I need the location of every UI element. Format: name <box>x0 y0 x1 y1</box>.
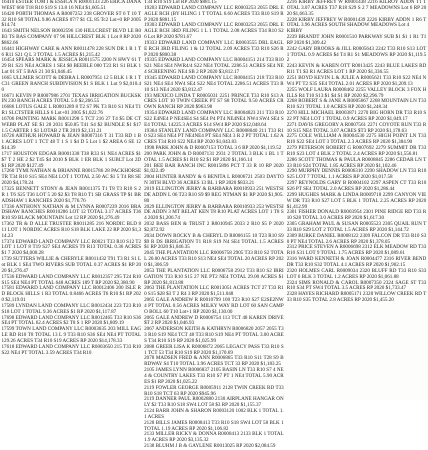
listing-entry: 201 BEE BAR RANCH INC R0015896 PCT T 33 R 10 RP 2020 $1,022.49 <box>144 162 284 175</box>
listing-entry: 2133 MILLER RICKY & DONNA R0008413 2133 BLK 1 TOTAL 1.9 ACRES RP 2020 $3,135.32 <box>144 431 284 444</box>
listing-entry: 2216 KIRBY JEFFREY W R0001438 2216 KILROY ADDN T1 TOTAL 3.07 ACRES T37 R18 S29 S 2 7 MEADOWNS Lot 6 RP 2020 $1,663.35 <box>286 0 427 17</box>
listing-entry: 2290 MURPHY DENNIS R0006310 2290 SHADOW LN T33 R10 S25 LOT 7 TOTAL 1.1 ACRES RP 2020 $1,017.58 <box>286 168 427 181</box>
column-3 <box>285 0 428 400</box>
listing-entry: 2297 REYNOLDS GARY B R0004102 2297 ASPEN CT T33 R10 S26 PT SE4 TOTAL 2.0 ACRES RP 2020 $1,286.44 <box>286 180 427 192</box>
listing-entry: 2268 ROBERT S & JANE A R0005667 2268 MOUNTAIN LN T33 R10 S21 TOTAL 1.0 ACRES RP 2020 $1,248.34 <box>286 98 427 111</box>
listing-entry: 16441 HIGHWAY CARE & ANN R0011478 228 SUN DR 1 R 1 T6 R11 S21 Q L 3 TOTAL 1.5 ACRES $1,215.42 <box>1 45 142 58</box>
listing-entry: 193 MEXICO LINDA T R0005031 2251 PRINCE T33 R10 S13 ACRES LOT 10 TWIN CREEK PT S7 S8 TOTAL 9.50 ACRES CROWN RANCH RP 2020 $963.98 <box>144 92 284 111</box>
listing-entry: 2305 GRAHAM PAUL & SUSAN R0005523 2305 QUAIL RUN T33 R10 S29 LOT 2 TOTAL 1.5 ACRES RP 2020 $1,144.72 <box>286 221 427 233</box>
listing-entry: 2105 JAMES LYNN R0006837 2105 BASIN LN T33 R10 S7 4 NE4 & COUNTRY LAKES T33 R10 S7 PT 1 NE4 TOTAL 5.90 ACRES $1 RP 2020 $1,025.22 <box>144 367 284 385</box>
listing-entry: 2019 ELLINGTON JERRY & BARBARA R0010933 251 WESTSIDE ADDN L 06 T23 R10 S9 $9 REG NTMAN $1 RP 2020 $1,905.80 <box>144 186 284 204</box>
listing-entry: 1665 ULLMER SCOTT & DEBRA L R0007951 12 5 BLK 1 R 1 TC31 GREEN RANCH SUBDIVISION $1 S BLK 1 Lot 9 $2,010.40 <box>1 74 142 93</box>
listing-entry: 17260 TYMI NATHAN & BRIANNE R0015786 28 PACKHORSE TR T34 R10 S15 SE4 NE4 LOT 1 TOTAL 2.50 AC $1 5 T4 R8 SE 2020 $4,178.24 <box>1 168 142 187</box>
listing-entry: 2312 PRICE STEVEN A R0006698 2312 ELK MEADOW RD T33 R10 S31 LOT 9 TOTAL 1.75 ACRES RP 2020 $1,089.61 <box>286 244 427 257</box>
listing-entry: 200 PARK JOHN & D R0007131 2931 2 TOTAL 3 BLK 1 BL 1 TOTAL 1.5 ACRES $1 R10 S2 $1 RP 2020 $1,166.14 <box>144 150 284 163</box>
column-1 <box>0 0 143 400</box>
listing-entry: 2045 THE PLANTATION LLC R0006758 2905 T33 R10 S2 TOTAL 20.00 ACRES T33 R10 S13 NE4 SE4 TOTAL 20 ACRES RP 2020 $1,306.59 <box>144 250 284 268</box>
listing-entry: 2239 BRANDT JOHN R0001510 PARKWAY SUB $1 $1 1 R1 T1 RP 2020 $1,309.42 <box>286 34 427 46</box>
listing-entry: 2270 HILL MICHAEL R0003871 2270 BIG HORN DR T33 R10 S22 PT NE4 LOT 1 TOTAL 0.9 ACRES RP 2020 $1,049.17 <box>286 110 427 122</box>
listing-entry: 2088 GREER LISA K R0006872 2065 LEGACY PASS T33 R10 S1 TCT 53 T34 R10 S19 RP 2020 $1,170.69 <box>144 343 284 356</box>
listing-entry: 2279 PETERSON ROBERT G R0007692 2279 SUMMIT DR T33 R10 S23 LOT 4 BLK 2 TOTAL 2.4 ACRES RP 2020 $1,556.81 <box>286 145 427 157</box>
listing-entry: 2316 WARD KENNETH & JOAN R0004477 2316 RIVER BEND DR T33 R10 S32 TOTAL 4.1 ACRES RP 2020 $1,902.15 <box>286 256 427 268</box>
listing-entry: 2067 ANDERSON KEITH & KATHRYN R0006820 2057 2055 T33 R10 S19 NE4 TCT 48 T33 R10 S19 NE4 PT TOTAL 3.00 ACRES T34 R10 S19 RP 2020 $1,025.99 <box>144 326 284 344</box>
listing-entry: 2034 DOWN ROCKY B & CHERYL D R0006155 10 T23 R10 S9 $9 R DS IRRIGATION T1 R18 S19 N4 SE4 TOTAL 1.5 ACRES $1 RP 2020 $1,046.35 <box>144 232 284 251</box>
listing-entry: 2004 HUNTER RANDY & 6 BENITA L R0006721 2503 DAYTON 30TH BLVD 36 ACRES 13 BL 1 RP 2020 $833.21 <box>144 174 284 187</box>
listing-entry: 17589 LYNDAN LAND COMPANY LLC R0012434 223 T23 R10 S18 LOT 1 TOTAL 9.36 ACRES $1 RP 2020 $1,117.87 <box>1 302 142 315</box>
listing-entry: 1998 PARK JOHN & D R0007153 TOTAL 3 6 RP 2020 $1,119.52 <box>144 145 282 152</box>
listing-entry: 2032 BASS BEN & TRUST 2 R0010945 2033 2 R10 S5 P 2020 $2,872.92 <box>144 221 284 233</box>
listing-entry: 1739 SUTTERS WILLIE & CHERYLE R0011432 T91 T3 R1 S1 Lot BLK 1 SE4 TWO RIVERS SUB TOTAL 0.37 ACRES $1 RP 2020 $1,276.47 <box>1 256 142 274</box>
listing-entry: 17599 TOWN LAND COMPANY LLC R0003635 203 MILL EAGLE RD R10 T8 TOTAL 13 L 9 T33 R10 S36 SE4 NE4 PT TOTAL 129.26 ACRES T34 R10 S19 ACRES RP 2020 $14,178.33 <box>1 326 142 344</box>
column-2 <box>143 0 286 450</box>
listing-entry: 2119 FOWLER GEORGE R0005911 2128 TWIN CREEK RD T33 R10 S18 TCT 63 RP 2020 $945.96 <box>144 384 284 397</box>
listing-entry: 2251 BOYD KEVIN L & JULIE A R0005621 T33 R10 S22 NE4 NW4 PT T2 S35 SE4 TOTAL 2.01 ACRES RP 2020 $1,209.13 <box>286 74 427 87</box>
listing-entry: 2301 FISHER DONALD R0003954 2301 PINE RIDGE RD T33 R10 S28 TOTAL 3.0 ACRES RP 2020 $1,617.30 <box>286 209 427 222</box>
listing-entry: 17325 BENNETT STONY & JEAN R0011375 T1 T8 T3 R10 S 2 R 1 T6 S25 T36 LOT 5 20 $2 $3 T8 R10 T1 SB GRASS TP $1 BRADSHAW 1 RANCHES 2020 $1,776.76 <box>1 186 142 204</box>
listing-entry: 19345 EDWARD LAND COMPANY LLC R0004151 218 T33 R10 S21 NE4 SE4 NW4 SE4 S22 NE4 TOTAL 2286.51 ACRES T33 R10 S13 NE4 2020 $3,812.47 <box>144 74 284 93</box>
listing-entry: 17581 EDWARD LAND COMPANY LLC R0012406 200 ISLE RD BLOCK HILLS 1 R3 TOTAL 0.8466 ACRES T6 R10 $1 RP 2020 $2,119.01 <box>1 285 142 304</box>
listing-entry: T34 R10 S19 Lot RP 2020 $881.15 <box>144 0 217 5</box>
listing-entry: KIRBY <box>286 28 303 35</box>
listing-entry: 2324 SIMS RONALD & CAROL R0007350 2324 SAGE ST T33 R10 S34 PT SW4 TOTAL 3.5 ACRES RP 2020 $1,733.47 <box>286 279 427 292</box>
listing-entry: 2255 WOLF LAURA R0008462 2255 VALLEY BLOCK 3 FOX HILLS R4 T10 S13 $1 $4 S1 RP 2020 $2,296.79 <box>286 86 427 99</box>
listing-entry: 17336 ANTHONY NATHAN & M LYNNA R0007239 2016 BRADSHAW RANCHES R0010286 LOT 12 TOTAL 3.17 ACRES T36 R10 S9 BLACK MOUNTAIN Lot 12 RP 2020 $1,276.49 <box>1 203 142 222</box>
listing-entry: 17618 EDWARD LAND COMPANY LLC R0003650 215 T33 R10 S22 NE4 PT TOTAL 3.59 ACRES T34 R10 <box>1 343 142 356</box>
listing-entry: 16686 LOTUS GALE L R0001289 8 T2 S7 PK T3 R10 S1 NE4 T1 R1 SLCTSTER HILLS 6 Lot+01 2005 $1,022.76 <box>1 104 142 117</box>
listing-entry: 2309 BURKE DANIEL R0008122 2309 FALCON DR T33 R10 S30 PT NE4 TOTAL 2.6 ACRES RP 2020 $1,378.05 <box>286 232 427 245</box>
listing-entry: 2119 DANNER PAUL R0002880 2130 AIRPLANE HANGAR ONLY $2 T33 R10 S18 SW4 LOT 58 $3 RP 2020 $1,155.37 <box>144 396 284 409</box>
listing-entry: 2029 ELLINGTON JERRY & BARBARA R0010933 253 WESTSIDE ADDN 3 MT RELAT KEN T8 R10 PLAT ACRES LOT 1 T8 S4 2020 $1,206.74 <box>144 203 284 222</box>
listing-entry: 1717 HOUSTON EDGAR R0001338 T38 R33 S1 NE4 ACRES $1 $7 T 2 HE 2 $2 T45 $4 2010 $ BLK 1 ER BLK 1 SUBLT Lot 2D $1 RP 2020 $127.49 <box>1 150 142 169</box>
listing-entry: 2053 THE PLANTATION LLC R0006758 2912 T33 R10 S2 IRRIGATION T33 R10 S15 27 NE PT2 NE4 TOTAL 29.00 ACRES $1 RP 2020 $1,813.88 <box>144 267 284 286</box>
listing-entry: 19203 EDWARD LAND COMPANY LLC R0003253 2055 DRL EAGLE RCH (BY HLING 1 T TOTAL 6.60 ACRES T33 R10 S19 RP 2020 $881.15 <box>144 4 284 23</box>
listing-entry: 2271 DAVIS GREGORY A R0007561 2271 COYOTE RUN T33 R10 S15 NE4 TOTAL 3.07 ACRES $T3 RP 2020 $1,178.63 <box>286 121 427 134</box>
listing-entry: 2228 KIRBY JEFFREY W R0001439 2226 KIRBY ADDN 1 R6 TOTAL 3.96 ACRES SOUTH SHADOW MEADOWS Lot 4 <box>286 16 427 29</box>
listing-entry: 16726 ARTHUR HOWARD & JEAN R0007316 T 31 T33 RD 1 B 1 ACRES LOT 1 TCT 48 T 1 S 1 $4 D 5 Lot 1 $2 AREA 6 SE 12 $14.39 <box>1 133 142 152</box>
listing-entry: 16671 KEVIN P R0007986 2701 TEXAS IRRIGATION BUCKSKIN 230 RANCH ACRES TOTAL 5.0 $2,266.55 <box>1 92 142 105</box>
listing-entry: 16706 PAINTING MARK R0011298 5 TCT 216 27 T4 $5 DE CT WEBB PLAT SE $1 28 2031 $50.85 T41 S4 $2 BUNDLE $1 $17 1.5 CARTER 1 $1 LOTAB 2 TR 2019 $2,131.21 <box>1 115 142 134</box>
listing-entry: 16420 PORTH THOMAS A R0007252 238 GROVER ST 6 T 10 T32 R10 S8 TOTAL 9.86 ACRES 07/7 $1 CL 85 Tc2 Lot+0 RP 2005 $14.74 <box>1 10 142 29</box>
listing-entry: 2063 THE PLANTATION LLC R0013051 ACRES TCT 27 T33 R10 S15 $28 $3 T 2 R4 3 RP 2020 $1,511.048 <box>144 285 284 298</box>
listing-entry: 17374 EDWARD LAND COMPANY LLC R0021 T33 R10 S12 T2 LOT 1 LOT 8 T19 S27 SE4 ACRES T9 R13 TOTAL 0.36 ACRES $1 7 2020 $4,000.28 <box>1 238 142 257</box>
listing-entry: 17698 EDWARD LAND COMPANY LLC R0012465 T33 R10 S36 SE4 PT TOTAL 62.4 ACRES $2 T8 S 1 RP 2020 $1,809.19 <box>1 314 142 327</box>
listing-entry: 2065 GALE ANDREW D R0006754 113 TCT 48 KAREN DRIVE $T 2 RP 2020 $1,046.93 <box>144 314 284 327</box>
listing-entry: 19335 EDWARD LAND COMPANY LLC R0004151 214 T33 R10 S21 NE4 SE4 NWR4/4 S22 NE4 TOTAL 2286.51 ACRES SE4 NE4 SCREENING NE4 SB 2 RP 2020 $3,812.17 <box>144 57 284 76</box>
listing-entry: 16454 SPEARS MARK & JESSICA R0011575 2200 N HWY 61 T29 R1 S21 NE4 ACRES 1 SE4 $0 BEEBLE 000 T23 R1 S1 BLK 1 Lot 01 ST 5 BAS 21 30 $1,046.45 <box>1 57 142 76</box>
listing-entry: 2286 SCOTT THOMAS & PAULA R0008845 2286 CEDAR LN T33 R10 S24 TOTAL 1.85 ACRES RP 2020 $1,102.46 <box>286 156 427 169</box>
listing-entry: 2243 KEVIN & KAREN OTT R0013425 2243 BLUE LAKES RD R11 T1 $3 R1 ACRES LOT 1 RP 2020 $1,336.55 <box>286 63 427 76</box>
listing-entry: 2124 BARR JOHN & SHARON R0003120 1002 BLK 1 TOTAL 1.1 ACRES <box>144 408 284 420</box>
listing-entry: 2328 HAYES RICHARD R0005171 2328 WILLOW CREEK RD T33 R10 S35 TOTAL 2.8 ACRES RP 2020 $1,455.20 <box>286 291 427 304</box>
listing-entry: 2128 BILLS JAMES R0008413 T33 R10 S18 SW4 LOT 58 BLK 1 TOTAL 1.19 ACRES RP 2020 $1,106.82 <box>144 419 284 432</box>
listing-entry: 2065 GALE ANDREW R R0010799 100 T23 R10 S27 E2SE2NW4 PT TOTAL 0.56 ACRES MILKY WAY RD LOT 60 SAN CAMPO BOLL 60 T10 Lot+1 RP 2020 $1,130.00 <box>144 297 284 315</box>
listing-entry: 1643 SMITH NELSON R0002596 130 HILLCREST BLVD LE R0 B3 TS BAS COMPANY 07 96 HILLCREST BLK 1 Lot 8 RP 2020 $862.66 <box>1 28 142 46</box>
listing-entry: 19333 EDWARD LAND COMPANY LLC R0003555 DRL EAGLE RCH 3RD FILING 1 & 12 TOTAL 2.09 ACRES T33 R10 S26 RP 2020 $800.38 <box>144 39 284 58</box>
listing-entry: 2138 BLUHM J B & GAYLENE R0013025 RP 2020 $2,084.59 <box>144 443 276 450</box>
listing-entry: 2078 MADSEN FRED & ANN R0006865 T33 R10 S11 T28 S9 BRDWAY S4 T10 TOTAL 3.96 ACRES TCT 33 RP 2020 $1,183.25 <box>144 355 284 368</box>
listing-entry: 2275 COLE WILLIAM A R0004530 2275 HIGH POINT LN T33 R10 S22 SE4 LOT 3 TOTAL 2.3 ACRES RP 2020 $1,384.90 <box>286 133 427 146</box>
listing-entry: 19303 EDWARD LAND COMPANY LLC R0003253 2055 DRL EAGLE RCH 3RD FILING 1 L 1 TOTAL 2.08 ACRES T34 R10 S26 Lot RP 2020 $781.67 <box>144 22 284 41</box>
listing-entry: 16410 ESTIER TOM I & ESSICA N R0001133 226 ERICA DANA WEST 660 T18 R10 S19 S 13.8 16 NE4 $1,605.51 <box>1 0 142 11</box>
listing-entry: 2242 GARY BROOKS & JILL R0005643 2242 T33 R10 S13 LOT 1 TOTAL 0.9 ACRES $4 T4 R1 S1 MEADOWS RP 2020 $1,119.52 <box>286 45 427 64</box>
listing-entry: 2299 HUGHES MARK & LINDA R0009718 2299 CANYON VIEW DR T33 R10 S27 LOT 5 BLK 1 TOTAL 2.25 ACRES RP 2020 $1,412.99 <box>286 191 427 210</box>
listing-entry: 2320 HOLMES CARL R0009034 2320 BLUFF RD T33 R10 S33 LOT 6 BLK 3 TOTAL 1.2 ACRES RP 2020 $1,061.88 <box>286 267 427 280</box>
listing-entry: 19364 STANLEY LAND COMPANY LLC R0008040 211 T33 R10 S23 SE4 NE4 PT NE4NE4 PT SE4 NE4 3 R 2 PT TOTAL 1.62 ACRES T34 R10 S22 NE4 RP 2020 $1,043.83 <box>144 127 284 146</box>
listing-entry: 19354 EDWARD LAND COMPANY LLC R0004823 211 T33 R10 S22 E4NE4 P NE4SE4 S4 SE4 P4 PT4 NE4NE4 NW4 SW4 SE4 SE4 TOTAL 14225.3 ACRES S14 SW4 RP 2020 $12,048.64 <box>144 110 284 128</box>
listing-entry: 17362 TR & D ALLE TRUSTEE R0011285 216 NORDIC BLD 8 11 LOT 1 NORDIC ACRES R10 S18 BLK LAKE 22 RP 2020 $1,314.23 <box>1 221 142 239</box>
listing-entry: 17536 EDWARD LAND COMPANY LLC R0012357 295 T24 R10 S15 SE4 NE4 PT TOTAL 648 ACRES 189 T RP 2020 $2,380.90 <box>1 273 142 286</box>
